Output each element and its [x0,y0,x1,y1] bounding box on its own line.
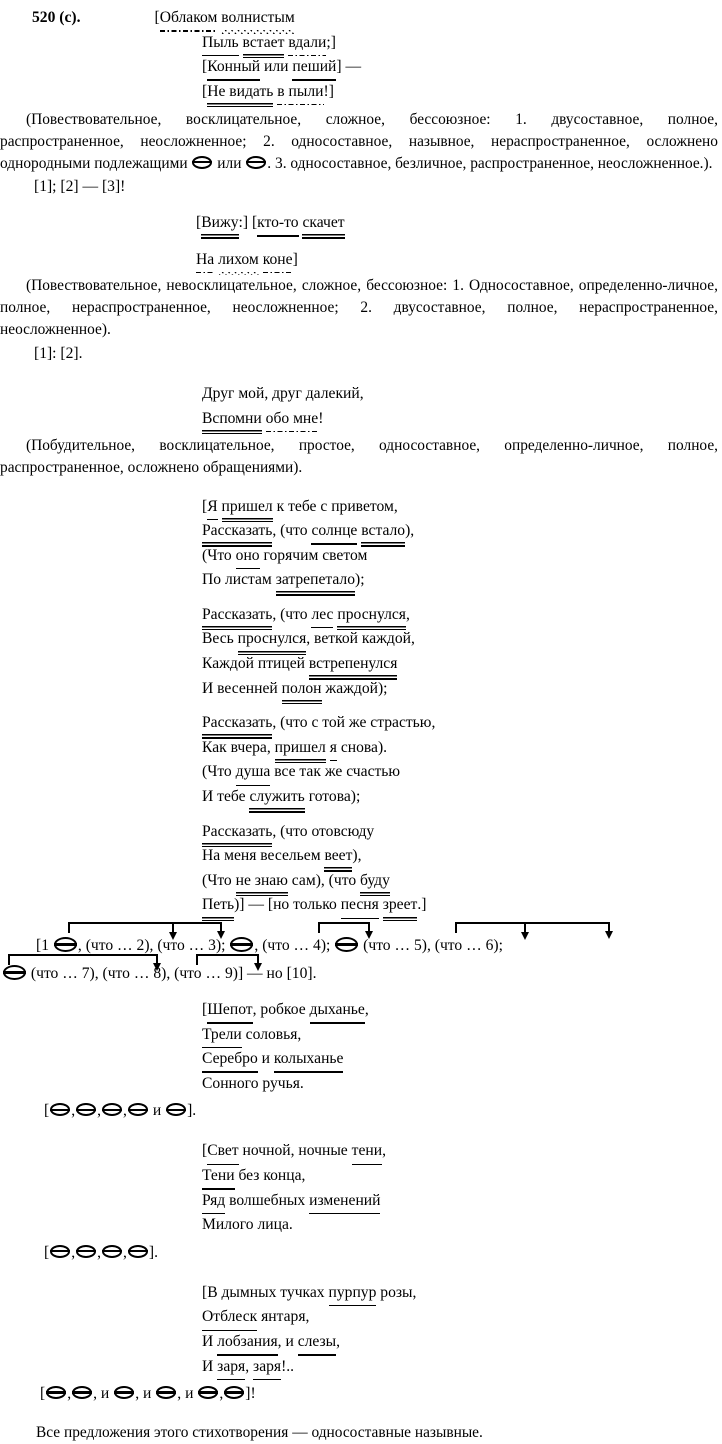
task5-verse-line-2: Трели соловья, [0,1023,722,1048]
scheme-comma: , [219,1385,224,1403]
conclusion-text: Все предложения этого стихотворения — односоставные назывные. [36,1424,483,1442]
parse-mark-subject: лобзания [217,1330,277,1355]
task7-verse-line-3: И лобзания, и слезы, [0,1330,722,1355]
parse-mark-subject: Серебро [202,1047,258,1072]
parse-mark-subject: Конный [207,55,260,80]
parse-mark-subject: Свет [207,1139,238,1164]
exercise-number: 520 (с). [32,9,81,26]
scheme-comma: , [71,1243,76,1261]
scheme-conjunction: и [143,1385,152,1403]
parse-mark-predicate: служить [249,785,304,810]
parse-mark-predicate: Вижу [201,211,238,236]
parse-mark-adverbial: На [196,248,214,273]
scheme-bracket-close: ]! [245,1385,256,1403]
parse-mark-subject: Шепот [207,998,252,1023]
task6-verse-line-4: Милого лица. [202,1216,293,1234]
task6-scheme [0,1241,722,1265]
task4-s2-line-3: Каждой птицей встрепенулся [0,652,722,677]
parse-mark-predicate: встрепенулся [309,652,398,677]
parse-mark-subject: Трели [202,1023,242,1048]
subject-symbol-icon [198,1386,218,1399]
task4-s4-line-3: (Что не знаю сам), (что буду [0,869,722,894]
task4-s2-line-2: Весь проснулся, веткой каждой, [0,627,722,652]
parse-mark-predicate: пришел [222,495,273,520]
task1-verse-line-1: 520 (с). [Облаком волнистым [0,0,722,31]
scheme-token: , (что … 2), (что … 3); [77,937,226,954]
task1-analysis-part1: (Повествовательное, восклицательное, сложное, бессоюзное: 1. двусоставное, полное, распространенное, неосложненное; 2. односоставное, назывное, нераспространенное, осложнено однородными подлежащими [0,111,718,172]
scheme-bracket-open: [ [40,1385,46,1403]
task6-verse-line-3: Ряд волшебных изменений [0,1189,722,1214]
parse-mark-attribute: лихом [218,248,259,273]
parse-mark-adverbial: вдали [288,31,326,56]
task1-verse-line-3: [Конный или пеший] — [0,55,722,80]
subject-symbol-icon [230,937,253,952]
subject-symbol-icon [192,156,212,169]
parse-mark-predicate: Рассказать [202,820,272,845]
scheme-token: (что … 7), (что … 8), (что … 9)] — но [10]. [30,965,317,982]
task5-scheme [0,1099,722,1123]
subject-symbol-icon [156,1386,176,1399]
parse-mark-predicate: полон [282,677,322,702]
parse-mark-subject: заря [217,1355,245,1380]
task1-verse-line-2: Пыль встает вдали;] [0,31,722,56]
task7-scheme [0,1382,722,1406]
parse-mark-predicate: Не видать [207,80,273,105]
parse-mark-subject: Отблеск [202,1305,257,1330]
subject-symbol-icon [102,1103,122,1116]
task5-verse-line-1: [Шепот, робкое дыханье, [0,998,722,1023]
subject-symbol-icon [335,937,358,952]
scheme-comma: , [123,1243,127,1261]
parse-mark-subject: пурпур [329,1281,377,1306]
scheme-bracket-close: ]. [148,1243,159,1261]
task4-s1-line-2: Рассказать, (что солнце встало), [0,519,722,544]
parse-mark-predicate: буду [360,869,390,894]
task4-s2-line-1: Рассказать, (что лес проснулся, [0,603,722,628]
subject-symbol-icon [76,1103,96,1116]
task3-analysis: (Побудительное, восклицательное, простое, односоставное, определенно-личное, полное, распространенное, осложнено обращениями). [0,437,718,476]
parse-mark-predicate: Вспомни [202,407,262,432]
subject-symbol-icon [50,1103,70,1116]
parse-mark-subject: душа [236,760,271,785]
scheme-token: (что … 5), (что … 6); [363,937,503,954]
subject-symbol-icon [102,1245,122,1258]
parse-mark-object: обо мне [266,407,319,432]
parse-mark-subject: заря [253,1355,281,1380]
task4-s3-line-4: И тебе служить готова); [0,785,722,810]
task1-analysis [0,109,722,174]
parse-mark-attribute: волнистым [221,6,294,31]
scheme-bracket-close: ]. [187,1102,197,1120]
task3-verse-line-2: Вспомни обо мне! [0,407,722,432]
parse-mark-adverbial: Облаком [160,6,218,31]
subject-symbol-icon [224,1386,244,1399]
task1-verse-line-4: [Не видать в пыли!] [0,80,722,105]
parse-mark-subject: песня [341,893,379,918]
task4-s3-line-2: Как вчера, пришел я снова). [0,736,722,761]
parse-mark-subject: колыханье [274,1047,344,1072]
task4-s1-line-1: [Я пришел к тебе с приветом, [0,495,722,520]
scheme-comma: , [67,1385,72,1403]
task4-scheme-diagram [0,920,722,982]
parse-mark-predicate: не знаю [236,869,288,894]
scheme-conjunction: и [185,1385,194,1403]
parse-mark-subject: Ряд [202,1189,225,1214]
task2-verse-line-1: [Вижу:] [кто-то скачет [0,211,722,236]
parse-mark-subject: кто-то [257,211,298,236]
task6-verse-line-1: [Свет ночной, ночные тени, [0,1139,722,1164]
subject-symbol-icon [128,1245,148,1258]
subject-symbol-icon [50,1245,70,1258]
parse-mark-predicate: зреет [383,893,418,918]
task7-verse-line-1: [В дымных тучках пурпур розы, [0,1281,722,1306]
parse-mark-subject: изменений [309,1189,380,1214]
task5-verse-line-3: Серебро и колыханье [0,1047,722,1072]
task4-s3-line-1: Рассказать, (что с той же страстью, [0,711,722,736]
scheme-token: , (что … 4); [254,937,331,954]
parse-mark-predicate: веет [324,844,352,869]
subject-symbol-icon [72,1386,92,1399]
scheme-conjunction: и [152,1102,162,1120]
parse-mark-predicate: Рассказать [202,603,272,628]
task2-analysis: (Повествовательное, невосклицательное, сложное, бессоюзное: 1. Односоставное, определенно-личное, полное, нераспространенное, неосложненное; 2. двусоставное, полное, нераспространенное, неосложненное). [0,277,718,338]
subject-symbol-icon [46,1386,66,1399]
parse-mark-subject: солнце [311,519,357,544]
scheme-comma: , [93,1385,98,1403]
task4-scheme-line-2 [0,962,316,986]
subject-symbol-icon [3,965,26,980]
task4-s3-line-3: (Что душа все так же счастью [0,760,722,785]
scheme-comma: , [123,1102,127,1120]
task4-s4-line-2: На меня весельем веет), [0,844,722,869]
task6-verse-line-2: Тени без конца, [0,1164,722,1189]
task4-s2-line-4: И весенней полон жаждой); [0,677,722,702]
parse-mark-predicate: встало [361,519,405,544]
parse-mark-subject: Тени [202,1164,235,1189]
scheme-arrow [524,922,526,942]
parse-mark-adverbial: коне [263,248,293,273]
scheme-comma: , [177,1385,182,1403]
task4-s4-line-1: Рассказать, (что отовсюду [0,820,722,845]
scheme-comma: , [97,1243,102,1261]
task7-verse-line-2: Отблеск янтаря, [0,1305,722,1330]
task3-verse-line-1: Друг мой, друг далекий, [202,385,364,403]
task5-verse-line-4: Сонного ручья. [202,1074,304,1092]
scheme-bracket-open: [ [44,1102,50,1120]
parse-mark-subject: тени [352,1139,382,1164]
parse-mark-subject: пеший [292,55,336,80]
parse-mark-predicate: проснулся [337,603,406,628]
scheme-comma: , [71,1102,76,1120]
parse-mark-predicate: проснулся [238,627,307,652]
parse-mark-subject: дыханье [310,998,365,1023]
parse-mark-subject: слезы [298,1330,336,1355]
task1-scheme: [1]; [2] — [3]! [34,178,126,196]
task1-analysis-part3: . 3. односоставное, безличное, распространенное, неосложненное.). [267,154,713,172]
subject-symbol-icon [76,1245,96,1258]
parse-mark-predicate: пришел [275,736,326,761]
scheme-conjunction: и [100,1385,110,1403]
subject-symbol-icon [166,1103,186,1116]
task4-s4-line-4: Петь)] — [но только песня зреет.] [0,893,722,918]
parse-mark-subject: я [330,736,337,761]
parse-mark-predicate: Петь [202,893,234,918]
scheme-comma: , [135,1385,140,1403]
parse-mark-predicate: скачет [302,211,344,236]
task2-scheme: [1]: [2]. [34,345,83,363]
subject-symbol-icon [128,1103,148,1116]
scheme-token: [1 [36,937,49,954]
task4-s1-line-4: По листам затрепетало); [0,568,722,593]
subject-symbol-icon [246,156,266,169]
parse-mark-adverbial: в пыли [277,80,323,105]
parse-mark-predicate: Рассказать [202,519,272,544]
subject-symbol-icon [54,937,77,952]
task7-verse-line-4: И заря, заря!.. [0,1355,722,1380]
scheme-comma: , [97,1102,102,1120]
parse-mark-subject: лес [311,603,333,628]
task4-s1-line-3: (Что оно горячим светом [0,544,722,569]
parse-mark-predicate: Рассказать [202,711,272,736]
parse-mark-predicate: встает [243,31,285,56]
task2-verse-line-2: На лихом коне] [0,248,722,273]
parse-mark-subject: оно [236,544,260,569]
parse-mark-predicate: затрепетало [276,568,355,593]
scheme-bracket-open: [ [44,1243,50,1261]
parse-mark-subject: Я [207,495,217,520]
parse-mark-subject: Пыль [202,31,239,56]
subject-symbol-icon [114,1386,134,1399]
task1-analysis-part2: или [217,154,242,172]
